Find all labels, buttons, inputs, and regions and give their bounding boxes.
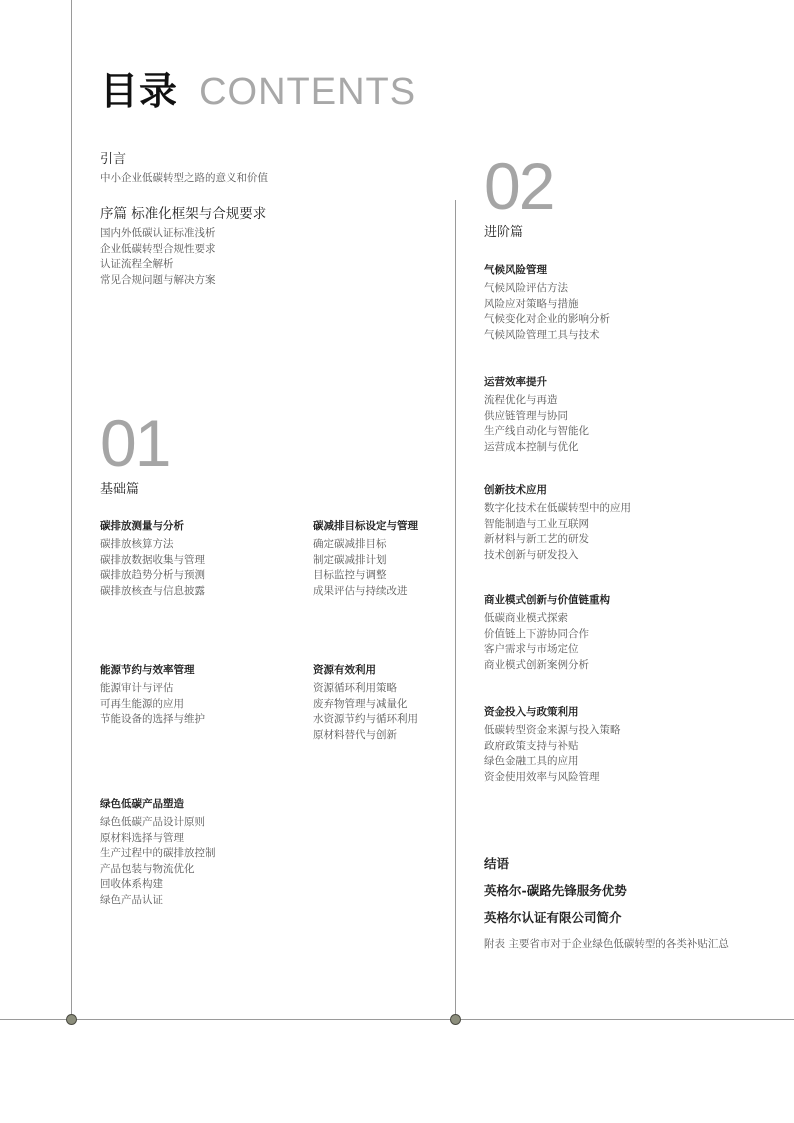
- section-item[interactable]: 节能设备的选择与维护: [100, 713, 205, 725]
- section-item[interactable]: 气候变化对企业的影响分析: [484, 313, 610, 325]
- section-item[interactable]: 价值链上下游协同合作: [484, 627, 589, 640]
- section-item[interactable]: 低碳商业模式探索: [484, 612, 568, 624]
- section-item[interactable]: 制定碳减排计划: [313, 553, 387, 566]
- section-item[interactable]: 绿色低碳产品设计原则: [100, 816, 205, 828]
- part1-number: 01: [100, 406, 170, 480]
- section-title[interactable]: 资源有效利用: [313, 664, 376, 676]
- section-item[interactable]: 原材料选择与管理: [100, 831, 184, 844]
- part1-section-energy: [100, 662, 205, 728]
- section-item[interactable]: 智能制造与工业互联网: [484, 517, 589, 530]
- section-item[interactable]: 废弃物管理与减量化: [313, 697, 408, 710]
- section-item[interactable]: 绿色产品认证: [100, 893, 163, 906]
- part2-section-business-model: [484, 592, 610, 673]
- section-item[interactable]: 新材料与新工艺的研发: [484, 533, 589, 545]
- section-item[interactable]: 成果评估与持续改进: [313, 584, 408, 597]
- section-title[interactable]: 绿色低碳产品塑造: [100, 798, 184, 810]
- section-item[interactable]: 气候风险评估方法: [484, 282, 568, 294]
- preface-item[interactable]: 国内外低碳认证标准浅析: [100, 227, 216, 239]
- bottom-horizontal-rule: [0, 1019, 794, 1020]
- conclusion-link[interactable]: 结语: [484, 856, 510, 871]
- intro-title[interactable]: 引言: [100, 152, 127, 167]
- preface-item[interactable]: 常见合规问题与解决方案: [100, 273, 216, 286]
- middle-rule-dot: [450, 1014, 461, 1025]
- section-item[interactable]: 碳排放趋势分析与预测: [100, 569, 205, 581]
- section-item[interactable]: 水资源节约与循环利用: [313, 713, 418, 725]
- part2-section-operations: [484, 374, 589, 455]
- section-item[interactable]: 目标监控与调整: [313, 569, 387, 581]
- part2-section-climate-risk: [484, 262, 610, 343]
- section-item[interactable]: 原材料替代与创新: [313, 728, 397, 741]
- section-item[interactable]: 技术创新与研发投入: [484, 548, 579, 561]
- section-title[interactable]: 资金投入与政策利用: [484, 706, 579, 718]
- preface-section: [100, 202, 266, 288]
- section-item[interactable]: 碳排放数据收集与管理: [100, 553, 205, 566]
- section-title[interactable]: 运营效率提升: [484, 376, 547, 388]
- section-title[interactable]: 碳减排目标设定与管理: [313, 520, 418, 532]
- section-item[interactable]: 碳排放核算方法: [100, 538, 174, 550]
- section-item[interactable]: 生产过程中的碳排放控制: [100, 847, 216, 859]
- section-item[interactable]: 风险应对策略与措施: [484, 297, 579, 310]
- part1-section-green-products: [100, 796, 216, 908]
- section-item[interactable]: 生产线自动化与智能化: [484, 425, 589, 437]
- page-title: [100, 60, 416, 115]
- left-vertical-rule: [71, 0, 72, 1020]
- section-title[interactable]: 碳排放测量与分析: [100, 520, 184, 532]
- section-item[interactable]: 低碳转型资金来源与投入策略: [484, 724, 621, 736]
- section-item[interactable]: 可再生能源的应用: [100, 697, 184, 710]
- title-chinese: 目录: [100, 69, 179, 113]
- section-item[interactable]: 资源循环利用策略: [313, 682, 397, 694]
- part2-label[interactable]: 进阶篇: [484, 225, 524, 240]
- section-item[interactable]: 商业模式创新案例分析: [484, 658, 589, 671]
- part1-section-resources: [313, 662, 418, 743]
- section-item[interactable]: 客户需求与市场定位: [484, 643, 579, 655]
- section-item[interactable]: 数字化技术在低碳转型中的应用: [484, 502, 631, 514]
- section-title[interactable]: 能源节约与效率管理: [100, 664, 195, 676]
- section-item[interactable]: 政府政策支持与补贴: [484, 739, 579, 752]
- section-item[interactable]: 产品包装与物流优化: [100, 862, 195, 875]
- section-item[interactable]: 资金使用效率与风险管理: [484, 770, 600, 783]
- section-title[interactable]: 商业模式创新与价值链重构: [484, 594, 610, 606]
- preface-title[interactable]: 序篇 标准化框架与合规要求: [100, 206, 267, 222]
- part1-section-carbon-measurement: [100, 518, 205, 599]
- left-rule-dot: [66, 1014, 77, 1025]
- section-item[interactable]: 气候风险管理工具与技术: [484, 328, 600, 341]
- part2-section-innovation-tech: [484, 482, 631, 563]
- part2-section-funding-policy: [484, 704, 621, 785]
- section-item[interactable]: 流程优化与再造: [484, 394, 558, 406]
- part2-number: 02: [484, 149, 554, 223]
- part1-section-reduction-targets: [313, 518, 418, 599]
- section-item[interactable]: 碳排放核查与信息披露: [100, 584, 205, 597]
- service-advantage-link[interactable]: 英格尔-碳路先锋服务优势: [484, 883, 627, 898]
- section-item[interactable]: 回收体系构建: [100, 878, 163, 890]
- intro-item[interactable]: 中小企业低碳转型之路的意义和价值: [100, 172, 268, 184]
- section-item[interactable]: 确定碳减排目标: [313, 538, 387, 550]
- part1-label[interactable]: 基础篇: [100, 482, 140, 497]
- section-item[interactable]: 运营成本控制与优化: [484, 440, 579, 453]
- appendix-link[interactable]: 附表 主要省市对于企业绿色低碳转型的各类补贴汇总: [484, 938, 729, 950]
- preface-item[interactable]: 认证流程全解析: [100, 258, 174, 270]
- preface-item[interactable]: 企业低碳转型合规性要求: [100, 242, 216, 255]
- title-english: CONTENTS: [199, 71, 417, 113]
- section-item[interactable]: 能源审计与评估: [100, 682, 174, 694]
- middle-vertical-rule: [455, 200, 456, 1020]
- section-title[interactable]: 气候风险管理: [484, 264, 547, 276]
- section-item[interactable]: 供应链管理与协同: [484, 409, 568, 422]
- intro-section: [100, 148, 268, 187]
- section-item[interactable]: 绿色金融工具的应用: [484, 755, 579, 767]
- section-title[interactable]: 创新技术应用: [484, 484, 547, 496]
- company-intro-link[interactable]: 英格尔认证有限公司简介: [484, 910, 622, 925]
